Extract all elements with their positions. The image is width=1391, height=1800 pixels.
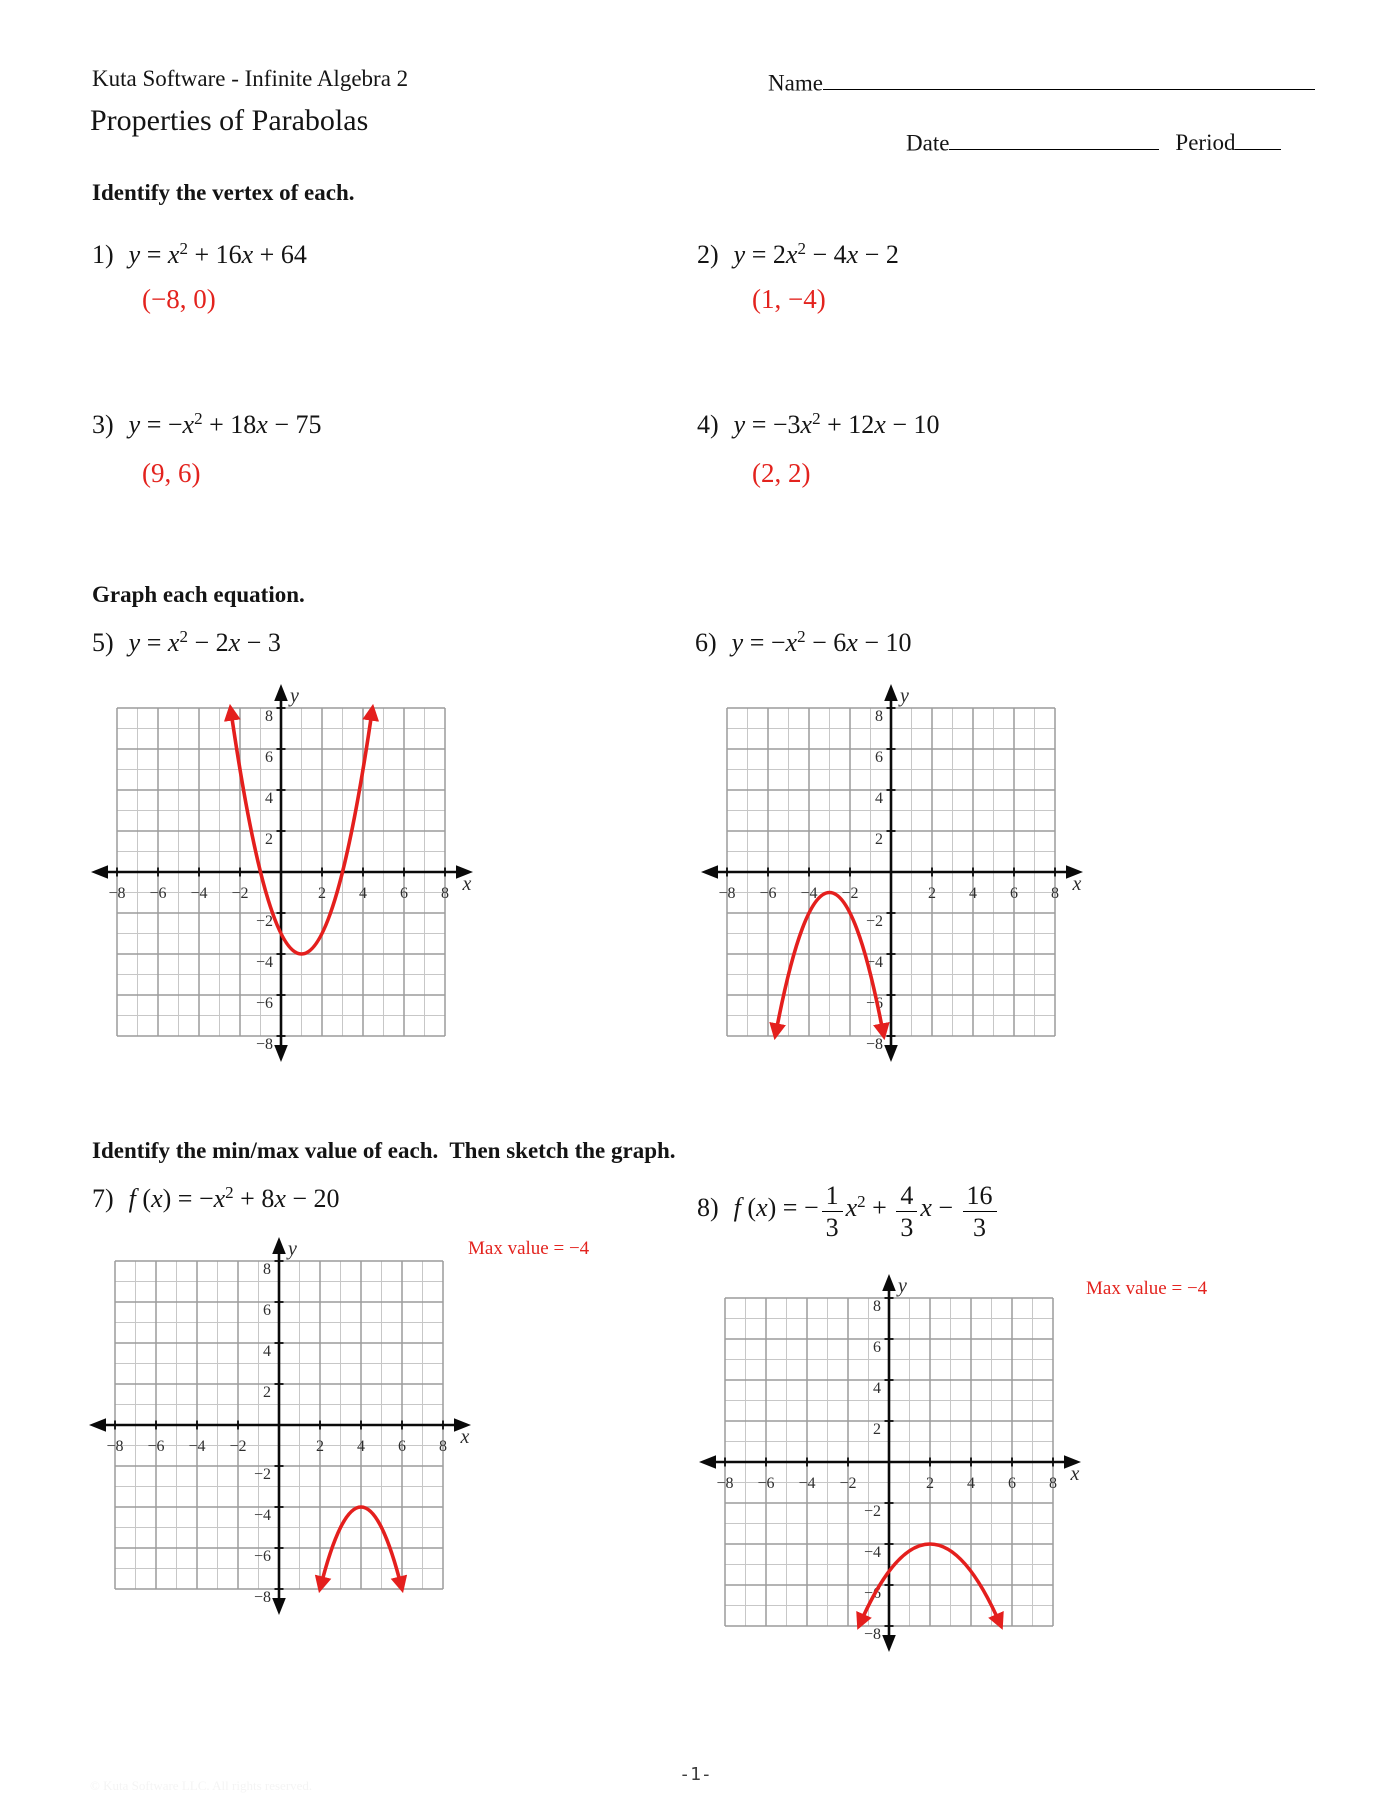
svg-text:2: 2 (926, 1475, 934, 1492)
problem-3-equation: $y = -x^2 + 18x - 75$ (128, 409, 322, 439)
date-period-field (906, 126, 1281, 156)
problem-7-max-value: Max value = −4 (468, 1238, 590, 1259)
svg-text:6: 6 (1010, 885, 1018, 902)
svg-text:−4: −4 (863, 1544, 881, 1561)
svg-text:6: 6 (263, 1302, 271, 1319)
period-blank-line (1235, 126, 1281, 150)
svg-text:8: 8 (1051, 885, 1059, 902)
svg-text:8: 8 (441, 885, 449, 902)
svg-text:4: 4 (967, 1475, 975, 1492)
svg-text:4: 4 (875, 790, 883, 807)
svg-text:2: 2 (873, 1421, 881, 1438)
date-label: Date (906, 130, 950, 156)
svg-text:2: 2 (875, 831, 883, 848)
section-heading-graph: Graph each equation. (92, 582, 305, 607)
svg-text:−8: −8 (108, 885, 126, 902)
svg-text:4: 4 (359, 885, 367, 902)
problem-3 (92, 410, 321, 440)
svg-text:6: 6 (1008, 1475, 1016, 1492)
problem-4-equation: $y = -3x^2 + 12x - 10$ (733, 409, 940, 439)
svg-text:x: x (1070, 1463, 1080, 1485)
name-label: Name (768, 70, 823, 96)
problem-6 (695, 628, 911, 658)
problem-8-number: 8) (697, 1192, 719, 1222)
problem-1-equation: $y = x^2 + 16x + 64$ (128, 239, 307, 269)
svg-text:4: 4 (357, 1438, 365, 1455)
svg-text:8: 8 (439, 1438, 447, 1455)
fraction: $\frac{1}{3}$ (822, 1182, 843, 1242)
svg-text:6: 6 (873, 1339, 881, 1356)
svg-text:6: 6 (875, 749, 883, 766)
svg-text:−2: −2 (255, 913, 273, 930)
problem-5-number: 5) (92, 628, 114, 657)
svg-text:y: y (898, 1275, 907, 1297)
svg-text:−8: −8 (255, 1036, 273, 1053)
problem-7 (92, 1184, 340, 1214)
svg-text:2: 2 (265, 831, 273, 848)
svg-text:2: 2 (263, 1384, 271, 1401)
svg-text:−8: −8 (106, 1438, 124, 1455)
name-blank-line (823, 66, 1315, 90)
svg-text:−2: −2 (253, 1466, 271, 1483)
svg-text:−6: −6 (757, 1475, 775, 1492)
graph-plot-problem-7 (79, 1225, 489, 1630)
problem-4-number: 4) (697, 410, 719, 439)
graph-plot-problem-5 (81, 672, 491, 1077)
svg-text:−6: −6 (253, 1548, 271, 1565)
svg-text:−6: −6 (759, 885, 777, 902)
svg-text:8: 8 (263, 1261, 271, 1278)
name-field (768, 66, 1315, 96)
problem-1-answer: (−8, 0) (142, 284, 216, 314)
svg-text:6: 6 (398, 1438, 406, 1455)
section-heading-vertex: Identify the vertex of each. (92, 180, 355, 205)
problem-1-number: 1) (92, 240, 114, 269)
svg-text:6: 6 (265, 749, 273, 766)
svg-text:4: 4 (263, 1343, 271, 1360)
svg-text:4: 4 (265, 790, 273, 807)
svg-text:−4: −4 (188, 1438, 206, 1455)
svg-text:2: 2 (928, 885, 936, 902)
svg-text:−4: −4 (190, 885, 208, 902)
problem-2-number: 2) (697, 240, 719, 269)
svg-text:−2: −2 (863, 1503, 881, 1520)
svg-text:−2: −2 (865, 913, 883, 930)
period-label: Period (1175, 130, 1236, 156)
graph-plot-problem-8 (689, 1262, 1099, 1667)
svg-text:−8: −8 (865, 1036, 883, 1053)
problem-3-answer: (9, 6) (142, 458, 201, 488)
problem-4 (697, 410, 939, 440)
fraction: $\frac{16}{3}$ (963, 1182, 997, 1242)
svg-text:−2: −2 (229, 1438, 247, 1455)
problem-8-max-value: Max value = −4 (1086, 1278, 1208, 1299)
problem-6-equation: $y = -x^2 - 6x - 10$ (731, 627, 912, 657)
problem-5-equation: $y = x^2 - 2x - 3$ (128, 627, 281, 657)
svg-text:−4: −4 (253, 1507, 271, 1524)
svg-text:8: 8 (1049, 1475, 1057, 1492)
svg-text:x: x (1072, 873, 1082, 895)
svg-text:−8: −8 (718, 885, 736, 902)
problem-5 (92, 628, 281, 658)
copyright-line: © Kuta Software LLC. All rights reserved. (90, 1778, 313, 1793)
svg-text:y: y (900, 685, 909, 707)
page-number: -1- (679, 1764, 712, 1785)
problem-2-equation: $y = 2x^2 - 4x - 2$ (733, 239, 899, 269)
svg-text:8: 8 (873, 1298, 881, 1315)
svg-text:−2: −2 (839, 1475, 857, 1492)
svg-text:4: 4 (969, 885, 977, 902)
svg-text:−4: −4 (865, 954, 883, 971)
svg-text:−4: −4 (255, 954, 273, 971)
svg-text:−6: −6 (147, 1438, 165, 1455)
brand-text: Kuta Software - Infinite Algebra 2 (92, 66, 409, 91)
svg-text:−4: −4 (800, 885, 818, 902)
svg-text:6: 6 (400, 885, 408, 902)
svg-text:8: 8 (265, 708, 273, 725)
problem-2-answer: (1, −4) (752, 284, 826, 314)
svg-text:−6: −6 (255, 995, 273, 1012)
problem-7-equation: f $(x) = -x^2 + 8x - 20$ (128, 1183, 340, 1213)
svg-text:−2: −2 (231, 885, 249, 902)
date-blank-line (949, 126, 1159, 150)
problem-8-equation: f (x) = − $\frac{1}{3}$ $x^2$ + $\frac{4}{3}$ x − $\frac{16}{3}$ (734, 1193, 1000, 1222)
svg-text:2: 2 (318, 885, 326, 902)
problem-2 (697, 240, 899, 270)
svg-text:8: 8 (875, 708, 883, 725)
problem-8 (697, 1182, 1000, 1242)
problem-1 (92, 240, 307, 270)
problem-4-answer: (2, 2) (752, 458, 811, 488)
svg-text:−8: −8 (863, 1626, 881, 1643)
svg-text:−8: −8 (716, 1475, 734, 1492)
graph-plot-problem-6 (691, 672, 1101, 1077)
problem-6-number: 6) (695, 628, 717, 657)
svg-text:−4: −4 (798, 1475, 816, 1492)
svg-text:−6: −6 (149, 885, 167, 902)
problem-7-number: 7) (92, 1184, 114, 1213)
svg-text:y: y (288, 1238, 297, 1260)
fraction: $\frac{4}{3}$ (896, 1182, 917, 1242)
svg-text:−8: −8 (253, 1589, 271, 1606)
svg-text:y: y (290, 685, 299, 707)
svg-text:x: x (460, 1426, 470, 1448)
svg-text:−2: −2 (841, 885, 859, 902)
svg-text:−6: −6 (865, 995, 883, 1012)
svg-text:4: 4 (873, 1380, 881, 1397)
problem-3-number: 3) (92, 410, 114, 439)
section-heading-minmax: Identify the min/max value of each. Then sketch the graph. (92, 1138, 676, 1163)
svg-text:2: 2 (316, 1438, 324, 1455)
svg-text:x: x (462, 873, 472, 895)
svg-text:−6: −6 (863, 1585, 881, 1602)
page-title: Properties of Parabolas (90, 104, 369, 137)
